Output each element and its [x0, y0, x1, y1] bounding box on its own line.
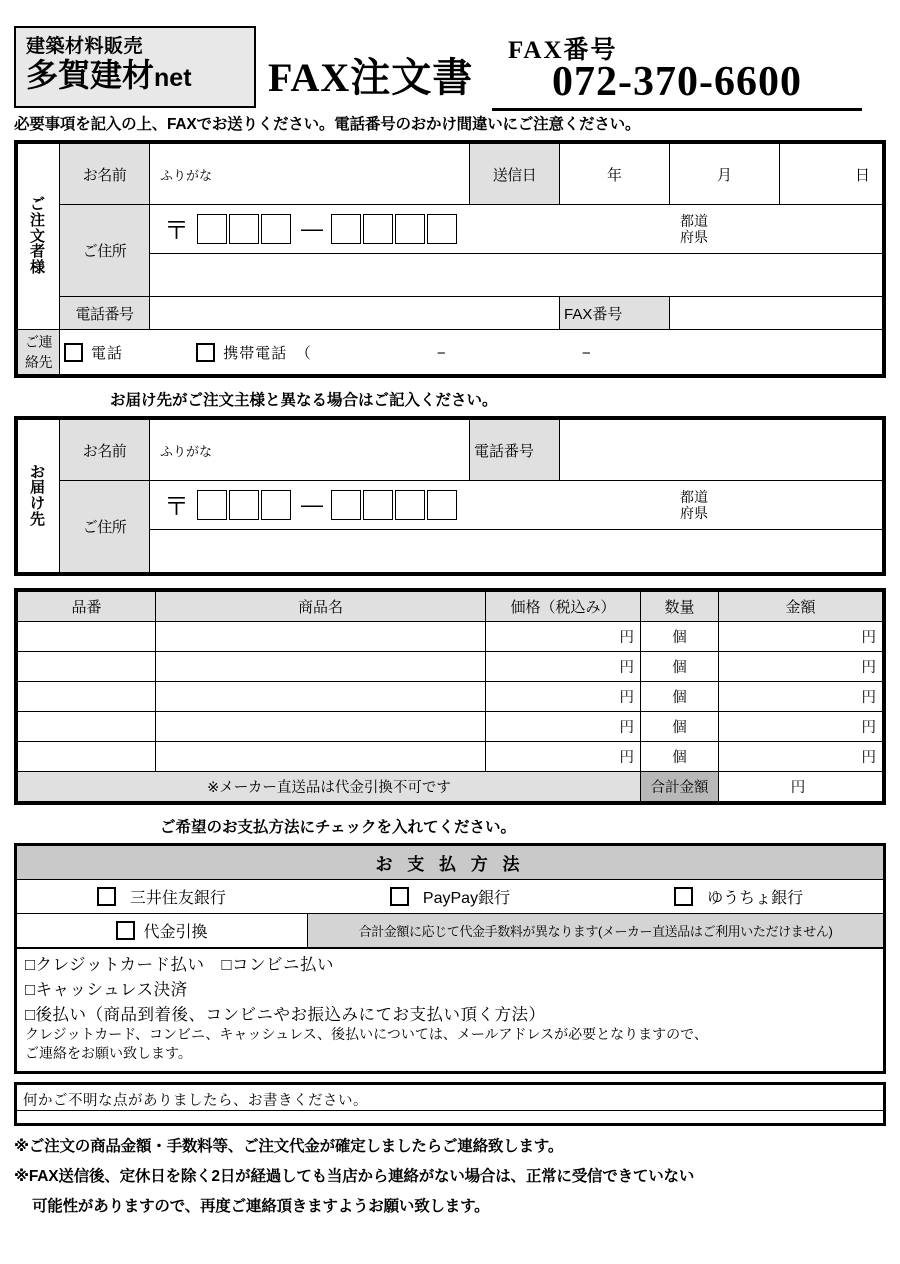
- items-total-row: [18, 772, 883, 802]
- footnotes: [14, 1134, 886, 1216]
- payment-email-note-2: ご連絡をお願い致します。: [25, 1047, 192, 1063]
- logo-tagline: 建築材料販売: [26, 36, 144, 57]
- send-date-label: 送信日: [470, 144, 560, 205]
- item-name[interactable]: [156, 622, 486, 652]
- delivery-tel-label: 電話番号: [470, 420, 560, 481]
- payment-option-cod[interactable]: [17, 914, 308, 947]
- footnote-2: ※FAX送信後、定休日を除く2日が経過しても当店から連絡がない場合は、正常に受信できていない: [14, 1168, 695, 1186]
- postal-box[interactable]: [261, 214, 291, 244]
- orderer-fax-field[interactable]: [670, 297, 883, 330]
- postal-box[interactable]: [331, 490, 361, 520]
- memo-prompt: 何かご不明な点がありましたら、お書きください。: [17, 1085, 883, 1111]
- send-date-year[interactable]: 年: [560, 144, 670, 205]
- payment-instruction: ご希望のお支払方法にチェックを入れてください。: [160, 819, 517, 836]
- delivery-subhead: お届け先がご注文主様と異なる場合はご記入ください。: [110, 392, 498, 409]
- todofuken-line2: 府県: [680, 505, 708, 521]
- postal-dash: —: [301, 216, 324, 241]
- delivery-address-label: ご住所: [60, 481, 150, 573]
- orderer-address-label: ご住所: [60, 205, 150, 297]
- todofuken-line1: 都道: [680, 212, 708, 229]
- postal-box[interactable]: [229, 490, 259, 520]
- payment-bank-3-label: ゆうちょ銀行: [707, 890, 804, 907]
- delivery-name-field[interactable]: [150, 420, 470, 481]
- send-date-month[interactable]: 月: [670, 144, 780, 205]
- postal-box[interactable]: [395, 214, 425, 244]
- footnote-1: ※ご注文の商品金額・手数料等、ご注文代金が確定しましたらご連絡致します。: [14, 1138, 564, 1156]
- payment-option-bank-3[interactable]: [594, 880, 883, 913]
- contact-dash-2: −: [581, 344, 592, 362]
- todofuken-line2: 府県: [680, 229, 708, 245]
- delivery-side-label-text: お届け先: [29, 463, 47, 528]
- postal-box[interactable]: [197, 214, 227, 244]
- postal-box[interactable]: [427, 490, 457, 520]
- payment-bank-1-label: 三井住友銀行: [129, 890, 226, 907]
- column-header-qty: 数量: [641, 592, 719, 622]
- todofuken-label: [680, 489, 708, 521]
- orderer-name-field[interactable]: [150, 144, 470, 205]
- delivery-side-label: [18, 420, 60, 573]
- payment-option-bank-2[interactable]: [306, 880, 595, 913]
- payment-cod-row: [17, 914, 883, 949]
- logo-name-text: 多賀建材: [26, 57, 155, 93]
- item-price-unit[interactable]: 円: [486, 652, 641, 682]
- payment-cod-label: 代金引換: [143, 924, 208, 941]
- logo-name-suffix: net: [154, 64, 192, 92]
- page-header: [0, 0, 900, 112]
- column-header-amount: 金額: [719, 592, 883, 622]
- item-name[interactable]: [156, 712, 486, 742]
- company-logo: [14, 26, 256, 108]
- todofuken-line1: 都道: [680, 488, 708, 505]
- table-row[interactable]: [18, 742, 883, 772]
- checkbox-bank-2[interactable]: [390, 887, 409, 906]
- table-row[interactable]: [18, 652, 883, 682]
- delivery-address-field[interactable]: [150, 530, 883, 573]
- item-name[interactable]: [156, 742, 486, 772]
- table-row[interactable]: [18, 682, 883, 712]
- postal-mark-icon: 〒: [164, 216, 190, 245]
- item-qty-unit[interactable]: 個: [641, 682, 719, 712]
- column-header-price: 価格（税込み）: [486, 592, 641, 622]
- item-amount-unit[interactable]: 円: [719, 622, 883, 652]
- payment-cod-note: 合計金額に応じて代金手数料が異なります(メーカー直送品はご利用いただけません): [308, 914, 883, 947]
- page-title: FAX注文書: [268, 55, 474, 100]
- item-price-unit[interactable]: 円: [486, 712, 641, 742]
- items-header-row: [18, 592, 883, 622]
- postal-box[interactable]: [395, 490, 425, 520]
- orderer-fax-label: FAX番号: [560, 297, 670, 330]
- delivery-postal-row[interactable]: [150, 481, 883, 530]
- send-date-day[interactable]: 日: [780, 144, 883, 205]
- payment-other-options: [17, 949, 883, 1071]
- contact-mobile-label: 携帯電話 （: [223, 344, 312, 362]
- payment-bank-2-label: PayPay銀行: [422, 890, 511, 907]
- todofuken-label: [680, 213, 708, 245]
- postal-mark-icon: 〒: [164, 492, 190, 521]
- postal-box[interactable]: [261, 490, 291, 520]
- orderer-postal-row[interactable]: [150, 205, 883, 254]
- item-amount-unit[interactable]: 円: [719, 682, 883, 712]
- delivery-tel-field[interactable]: [560, 420, 883, 481]
- item-name[interactable]: [156, 652, 486, 682]
- checkbox-bank-3[interactable]: [674, 887, 693, 906]
- orderer-address-field[interactable]: [150, 254, 883, 297]
- delivery-section: [14, 416, 886, 576]
- orderer-section: [14, 140, 886, 378]
- total-label: 合計金額: [641, 772, 719, 802]
- payment-section: [14, 843, 886, 1074]
- item-price-unit[interactable]: 円: [486, 682, 641, 712]
- logo-name: [16, 58, 254, 93]
- payment-option-bank-1[interactable]: [17, 880, 306, 913]
- orderer-side-label-text: ご注文者様: [29, 196, 47, 277]
- postal-dash: —: [301, 492, 324, 517]
- contact-tel-checkbox[interactable]: [64, 343, 83, 362]
- checkbox-bank-1[interactable]: [97, 887, 116, 906]
- item-qty-unit[interactable]: 個: [641, 622, 719, 652]
- postal-box[interactable]: [363, 214, 393, 244]
- checkbox-cod[interactable]: [116, 921, 135, 940]
- item-amount-unit[interactable]: 円: [719, 742, 883, 772]
- contact-dash-1: −: [436, 344, 447, 362]
- payment-bank-row: [17, 880, 883, 914]
- payment-option-cashless[interactable]: □キャッシュレス決済: [25, 979, 188, 999]
- postal-box[interactable]: [197, 490, 227, 520]
- postal-box[interactable]: [229, 214, 259, 244]
- column-header-name: 商品名: [156, 592, 486, 622]
- item-code[interactable]: [18, 742, 156, 772]
- orderer-contact-field[interactable]: [60, 330, 883, 375]
- item-code[interactable]: [18, 682, 156, 712]
- postal-box[interactable]: [427, 214, 457, 244]
- postal-box[interactable]: [331, 214, 361, 244]
- payment-option-deferred[interactable]: □後払い（商品到着後、コンビニやお振込みにてお支払い頂く方法）: [25, 1004, 546, 1024]
- items-section: [14, 588, 886, 805]
- item-price-unit[interactable]: 円: [486, 742, 641, 772]
- contact-mobile-checkbox[interactable]: [196, 343, 215, 362]
- item-amount-unit[interactable]: 円: [719, 652, 883, 682]
- orderer-tel-label: 電話番号: [60, 297, 150, 330]
- column-header-code: 品番: [18, 592, 156, 622]
- contact-tel-label: 電話: [91, 344, 124, 362]
- orderer-contact-label: ご連絡先: [18, 330, 60, 375]
- item-qty-unit[interactable]: 個: [641, 712, 719, 742]
- direct-ship-note: ※メーカー直送品は代金引換不可です: [18, 772, 641, 802]
- orderer-furigana-label: ふりがな: [160, 167, 213, 183]
- payment-option-card-convenience[interactable]: □クレジットカード払い □コンビニ払い: [25, 955, 335, 974]
- memo-section[interactable]: [14, 1082, 886, 1126]
- total-amount-unit[interactable]: 円: [719, 772, 883, 802]
- item-code[interactable]: [18, 652, 156, 682]
- payment-header: お 支 払 方 法: [17, 846, 883, 880]
- table-row[interactable]: [18, 712, 883, 742]
- fax-number-value: 072-370-6600: [492, 58, 862, 111]
- delivery-furigana-label: ふりがな: [160, 443, 213, 459]
- item-code[interactable]: [18, 622, 156, 652]
- orderer-tel-field[interactable]: [150, 297, 560, 330]
- item-qty-unit[interactable]: 個: [641, 652, 719, 682]
- orderer-side-label: [18, 144, 60, 330]
- item-code[interactable]: [18, 712, 156, 742]
- item-name[interactable]: [156, 682, 486, 712]
- fax-number-label: FAX番号: [508, 37, 618, 64]
- item-amount-unit[interactable]: 円: [719, 712, 883, 742]
- table-row[interactable]: [18, 622, 883, 652]
- item-qty-unit[interactable]: 個: [641, 742, 719, 772]
- postal-box[interactable]: [363, 490, 393, 520]
- form-instruction: 必要事項を記入の上、FAXでお送りください。電話番号のおかけ間違いにご注意ください。: [14, 116, 641, 133]
- orderer-name-label: お名前: [60, 144, 150, 205]
- item-price-unit[interactable]: 円: [486, 622, 641, 652]
- footnote-3: 可能性がありますので、再度ご連絡頂きますようお願い致します。: [32, 1198, 490, 1216]
- payment-email-note-1: クレジットカード、コンビニ、キャッシュレス、後払いについては、メールアドレスが必要となりますので、: [25, 1028, 708, 1044]
- delivery-name-label: お名前: [60, 420, 150, 481]
